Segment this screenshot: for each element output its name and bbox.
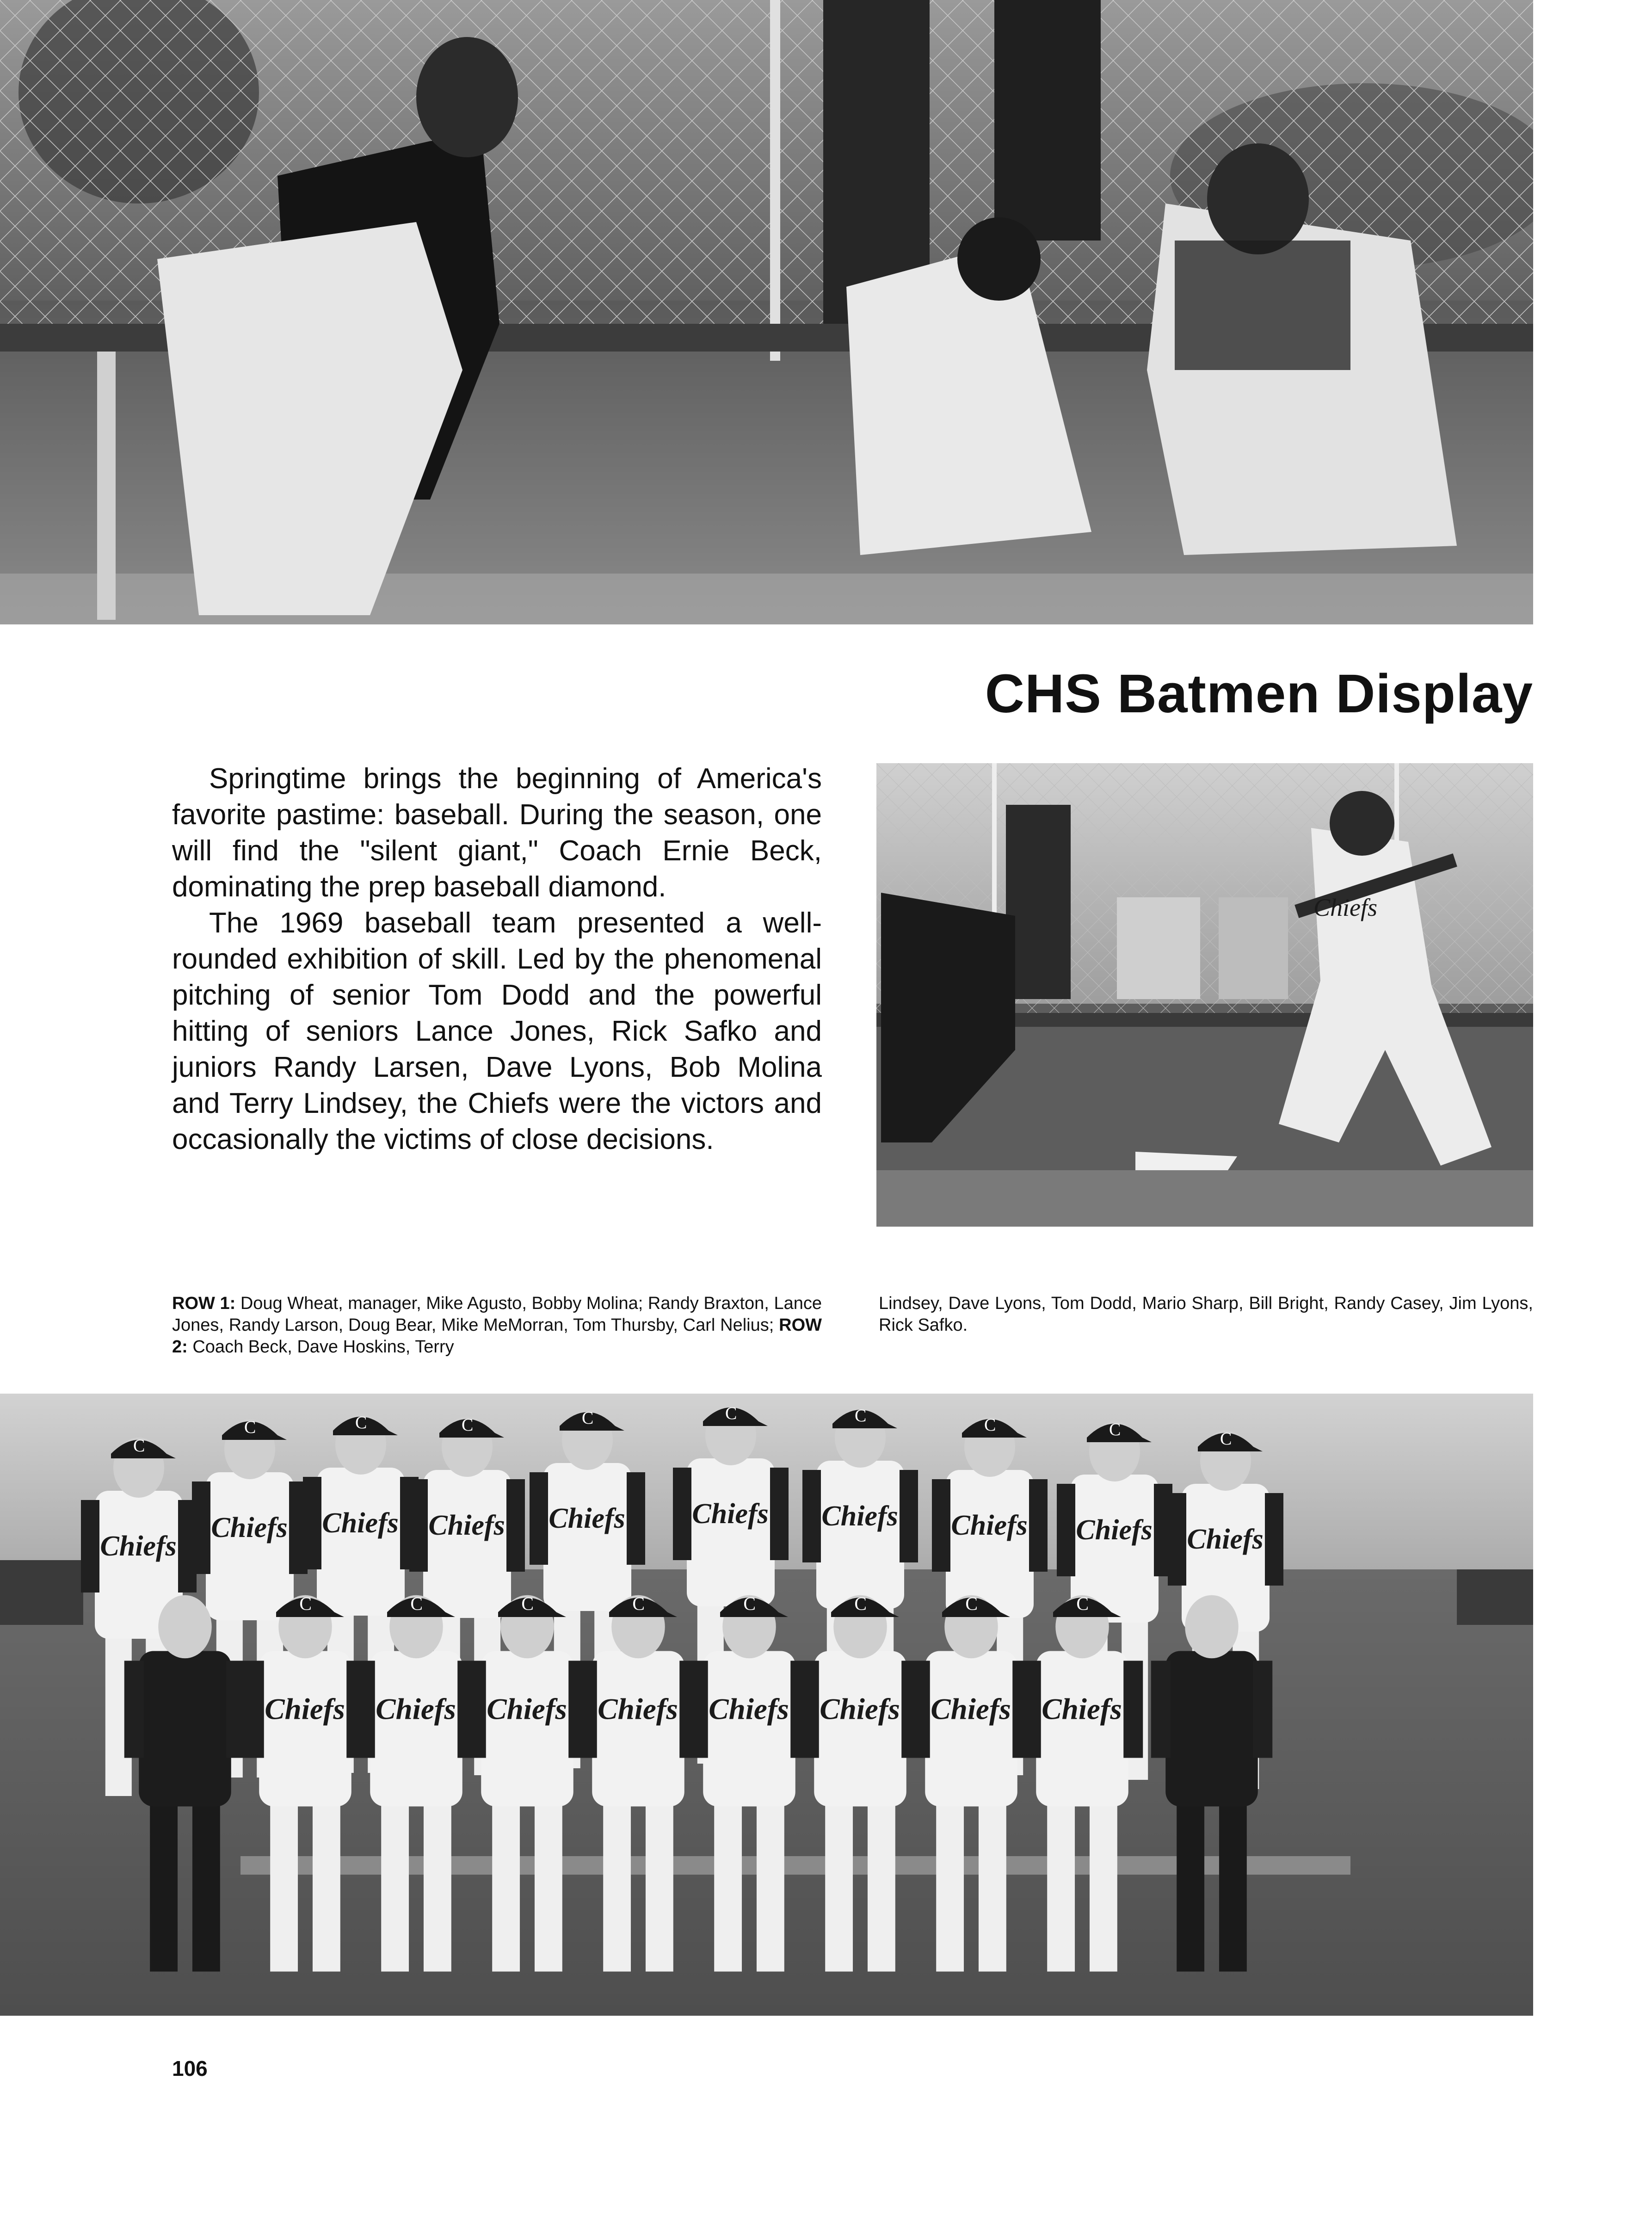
jersey-script: Chiefs xyxy=(598,1692,678,1726)
jersey-script: Chiefs xyxy=(692,1498,769,1530)
batter-jersey-script: Chiefs xyxy=(1313,894,1378,921)
caption-row1-names: Doug Wheat, manager, Mike Agusto, Bobby Molina; Randy Braxton, Lance Jones, Randy Larson, Doug Bear, Mike MeMorran, Tom Thursby, Carl Nelius; xyxy=(172,1294,822,1335)
jersey-script: Chiefs xyxy=(1042,1692,1122,1726)
cap-letter: C xyxy=(1220,1429,1232,1449)
page-title: CHS Batmen Display xyxy=(985,663,1533,724)
jersey-script: Chiefs xyxy=(709,1692,789,1726)
jersey-script: Chiefs xyxy=(211,1512,288,1543)
article-body xyxy=(172,761,822,1158)
cap-letter: C xyxy=(984,1415,996,1435)
caption-row2-label: ROW 2: xyxy=(172,1315,822,1357)
jersey-script: Chiefs xyxy=(322,1507,399,1539)
play-at-home-plate-illustration xyxy=(0,0,1533,624)
jersey-script: Chiefs xyxy=(428,1510,505,1541)
jersey-script: Chiefs xyxy=(376,1692,456,1726)
jersey-script: Chiefs xyxy=(931,1692,1011,1726)
photo-play-at-home-plate xyxy=(0,0,1533,624)
cap-letter: C xyxy=(1076,1593,1089,1614)
jersey-script: Chiefs xyxy=(1076,1514,1153,1546)
jersey-script: Chiefs xyxy=(821,1500,898,1532)
photo-team-portrait xyxy=(0,1394,1533,2016)
caption-row2-names-continued: Lindsey, Dave Lyons, Tom Dodd, Mario Sharp, Bill Bright, Randy Casey, Jim Lyons, Rick Safko. xyxy=(879,1294,1533,1335)
cap-letter: C xyxy=(855,1406,867,1426)
cap-letter: C xyxy=(725,1404,737,1423)
team-portrait-illustration xyxy=(0,1394,1533,2016)
photo-batter-at-plate xyxy=(876,763,1533,1227)
jersey-script: Chiefs xyxy=(487,1692,567,1726)
team-photo-caption-right xyxy=(879,1293,1533,1336)
page-number: 106 xyxy=(172,2056,208,2080)
article-paragraph: The 1969 baseball team presented a well-rounded exhibition of skill. Led by the phenomenal pitching of senior Tom Dodd and the powerful hitting of seniors Lance Jones, Rick Safko and juniors Randy Larsen, Dave Lyons, Bob Molina and Terry Lindsey, the Chiefs were the victors and occasionally the victims of close decisions. xyxy=(172,907,822,1155)
cap-letter: C xyxy=(355,1413,367,1432)
cap-letter: C xyxy=(244,1418,256,1437)
cap-letter: C xyxy=(521,1593,534,1614)
cap-letter: C xyxy=(299,1593,312,1614)
jersey-script: Chiefs xyxy=(820,1692,900,1726)
batter-at-plate-illustration xyxy=(876,763,1533,1227)
cap-letter: C xyxy=(965,1593,978,1614)
jersey-script: Chiefs xyxy=(1187,1524,1264,1555)
cap-letter: C xyxy=(632,1593,645,1614)
cap-letter: C xyxy=(854,1593,867,1614)
jersey-script: Chiefs xyxy=(951,1510,1028,1541)
cap-letter: C xyxy=(462,1415,474,1435)
jersey-script: Chiefs xyxy=(100,1531,177,1562)
team-photo-caption-left xyxy=(172,1293,822,1358)
cap-letter: C xyxy=(582,1408,594,1428)
cap-letter: C xyxy=(1109,1420,1121,1439)
caption-row1-label: ROW 1: xyxy=(172,1294,236,1313)
cap-letter: C xyxy=(410,1593,423,1614)
article-paragraph: Springtime brings the beginning of America's favorite pastime: baseball. During the season, one will find the "silent giant," Coach Ernie Beck, dominating the prep baseball diamond. xyxy=(172,763,822,903)
caption-row2-names: Coach Beck, Dave Hoskins, Terry xyxy=(192,1337,454,1357)
jersey-script: Chiefs xyxy=(265,1692,345,1726)
cap-letter: C xyxy=(743,1593,756,1614)
cap-letter: C xyxy=(133,1436,145,1456)
jersey-script: Chiefs xyxy=(549,1503,625,1534)
